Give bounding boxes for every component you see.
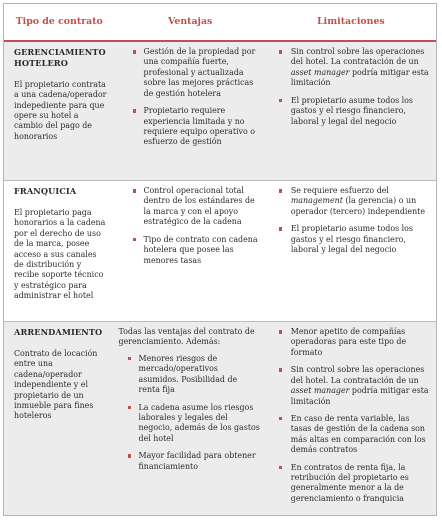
bullet-icon xyxy=(279,227,283,231)
advantage-item: Gestión de la propiedad por una compañía fuerte, profesional y actualizada sobre las mejores prácticas de gestión hotelera xyxy=(124,47,260,99)
limitation-item: El propietario asume todos los gastos y el riesgo financiero, laboral y legal del negocio xyxy=(275,224,430,255)
contract-type-title: ARRENDAMIENTO xyxy=(14,327,103,337)
contract-type-description: Contrato de locación entre una cadena/operador independiente y el propietario de un inmueble para fines hoteleros xyxy=(14,348,98,421)
limitation-item: Sin control sobre las operaciones del hotel. La contratación de un asset manager podría mitigar esta limitación xyxy=(275,47,430,89)
bullet-icon xyxy=(279,466,283,470)
limitation-item: El propietario asume todos los gastos y el riesgo financiero, laboral y legal del negocio xyxy=(275,96,430,127)
contract-type-description: El propietario paga honorarios a la cadena por el derecho de uso de la marca, posee acceso a sus canales de distribución y recibe soporte técnico y estratégico para administrar el hotel xyxy=(14,207,106,301)
contract-type-cell xyxy=(4,322,115,515)
bullet-icon xyxy=(133,109,137,113)
header-advantages: Ventajas xyxy=(167,15,213,27)
advantage-item: Mayor facilidad para obtener financiamiento xyxy=(119,451,260,472)
contract-type-cell xyxy=(4,181,115,321)
bullet-icon xyxy=(128,454,132,458)
limitations-cell xyxy=(266,181,436,321)
bullet-icon xyxy=(279,330,283,334)
bullet-icon xyxy=(279,189,283,193)
limitation-item: Se requiere esfuerzo del management (la gerencia) o un operador (tercero) independiente xyxy=(275,186,430,217)
bullet-icon xyxy=(133,189,137,193)
table-header xyxy=(4,4,436,42)
bullet-icon xyxy=(128,406,132,410)
bullet-icon xyxy=(279,50,283,54)
advantage-item: Tipo de contrato con cadena hotelera que posee las menores tasas xyxy=(124,235,260,266)
advantages-cell xyxy=(115,322,266,515)
advantages-cell xyxy=(115,181,266,321)
bullet-icon xyxy=(133,238,137,242)
contract-type-title: FRANQUICIA xyxy=(14,186,77,196)
limitation-item: En caso de renta variable, las tasas de gestión de la cadena son más altas en comparación con los demás contratos xyxy=(275,414,430,456)
contract-type-cell xyxy=(4,42,115,180)
limitations-cell xyxy=(266,42,436,180)
advantage-item: Menores riesgos de mercado/operativos asumidos. Posibilidad de renta fija xyxy=(119,354,260,396)
bullet-icon xyxy=(279,99,283,103)
limitation-item: Menor apetito de compañías operadoras para este tipo de formato xyxy=(275,327,430,358)
contract-type-description: El propietario contrata a una cadena/operador indepediente para que opere su hotel a cambio del pago de honorarios xyxy=(14,79,107,141)
header-limitations: Limitaciones xyxy=(317,15,385,27)
advantage-item: Propietario requiere experiencia limitada y no requiere equipo operativo o esfuerzo de gestión xyxy=(124,106,260,148)
advantages-cell xyxy=(115,42,266,180)
limitation-item: Sin control sobre las operaciones del hotel. La contratación de un asset manager podría mitigar esta limitación xyxy=(275,365,430,407)
advantage-item: Control operacional total dentro de los estándares de la marca y con el apoyo estratégico de la cadena xyxy=(124,186,260,228)
contract-type-title: GERENCIAMIENTO HOTELERO xyxy=(14,47,106,68)
limitation-item: En contratos de renta fija, la retribución del propietario es generalmente menor a la de gerenciamiento o franquicia xyxy=(275,463,430,505)
bullet-icon xyxy=(279,368,283,372)
limitations-cell xyxy=(266,322,436,515)
bullet-icon xyxy=(279,417,283,421)
header-contract-type: Tipo de contrato xyxy=(15,15,103,27)
contract-comparison-table xyxy=(3,3,437,516)
table-row-arrendamiento xyxy=(4,321,436,515)
advantages-lead: Todas las ventajas del contrato de gerenciamiento. Además: xyxy=(118,327,255,347)
table-row-gerenciamiento xyxy=(4,42,436,180)
advantage-item: La cadena asume los riesgos laborales y legales del negocio, además de los gastos del hotel xyxy=(119,403,260,445)
bullet-icon xyxy=(133,50,137,54)
table-row-franquicia xyxy=(4,180,436,321)
bullet-icon xyxy=(128,357,132,361)
